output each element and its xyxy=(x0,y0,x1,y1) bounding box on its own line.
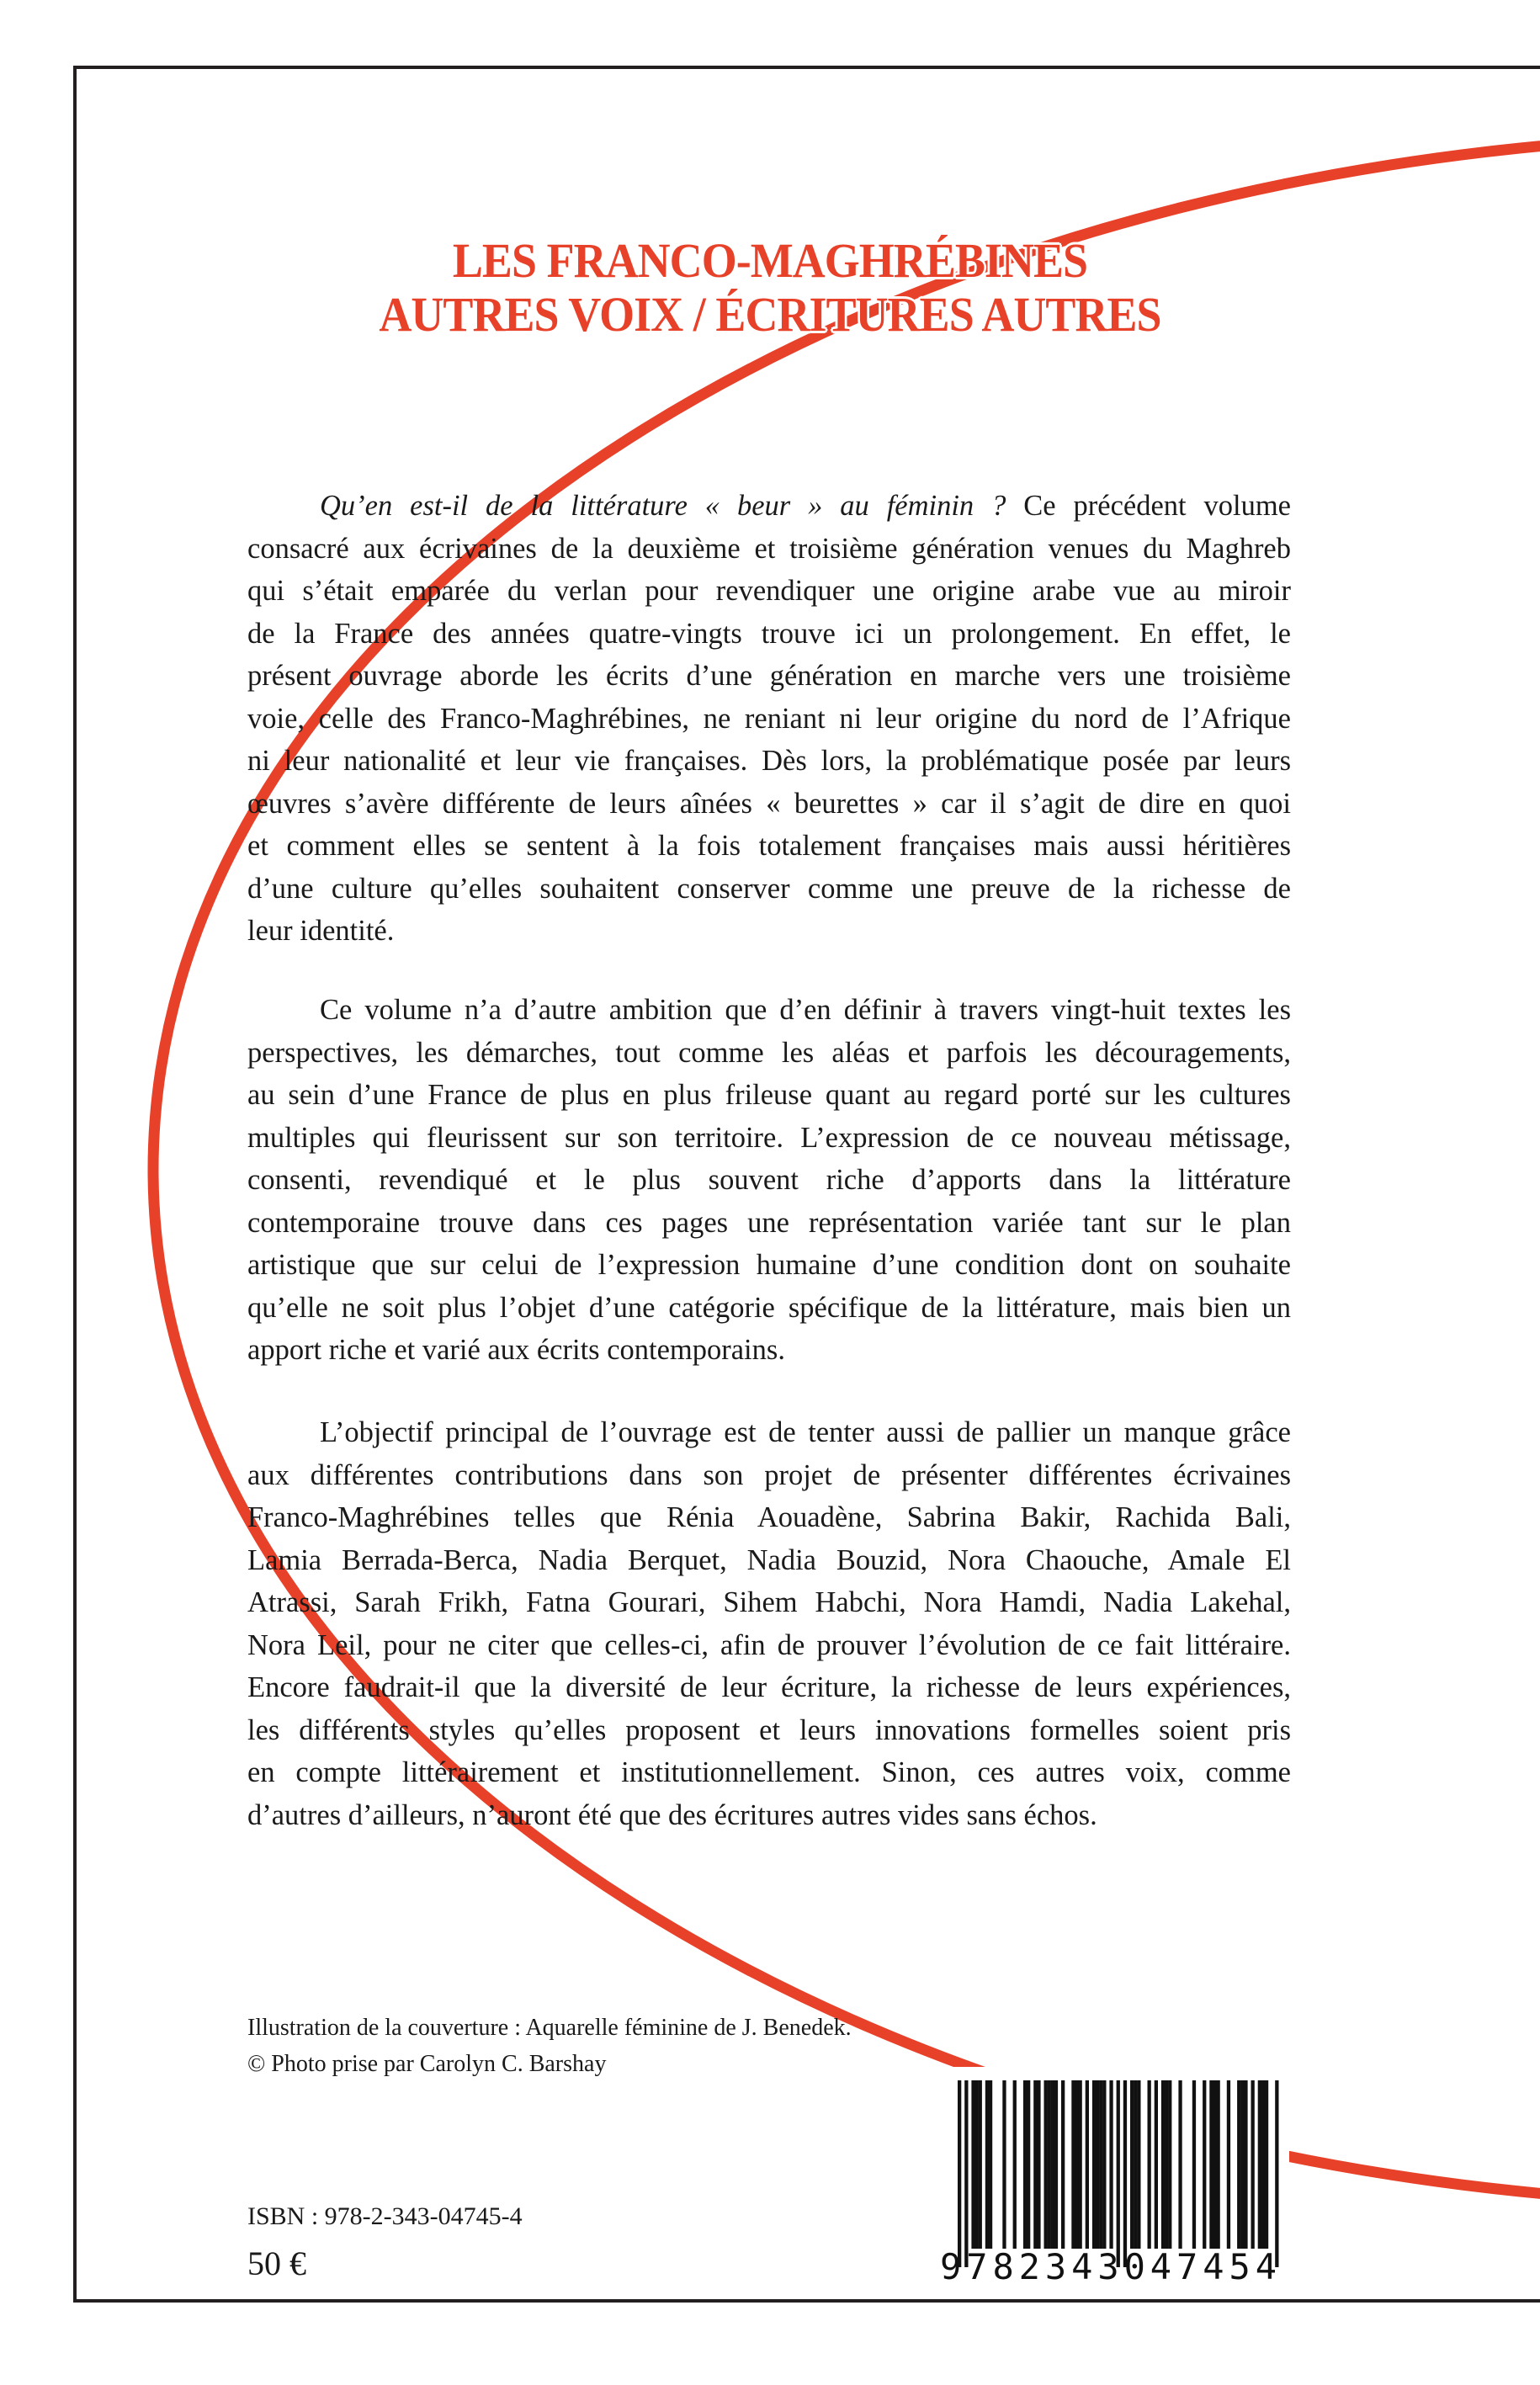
paragraph-line: œuvres s’avère différente de leurs aînées « beurettes » car il s’agit de dire en quoi xyxy=(247,787,1291,820)
paragraph-line: d’une culture qu’elles souhaitent conserver comme une preuve de la richesse de xyxy=(247,872,1291,905)
paragraph-line: d’autres d’ailleurs, n’auront été que des écritures autres vides sans échos. xyxy=(247,1798,1097,1831)
barcode-bar xyxy=(1092,2080,1096,2249)
barcode-bar xyxy=(1023,2080,1027,2249)
barcode-bar xyxy=(1261,2080,1265,2249)
book-title-line-1: LES FRANCO-MAGHRÉBINES xyxy=(452,233,1088,288)
paragraph-line: Nora Leil, pour ne citer que celles-ci, afin de prouver l’évolution de ce fait littéraire. xyxy=(247,1628,1291,1661)
barcode-bar xyxy=(1079,2080,1082,2249)
barcode-bar xyxy=(1130,2080,1134,2249)
barcode-bar xyxy=(1265,2080,1268,2249)
barcode-bar xyxy=(1203,2080,1206,2249)
barcode-bar xyxy=(1102,2080,1106,2249)
barcode-bar xyxy=(971,2080,974,2249)
paragraph-line: multiples qui fleurissent sur son territoire. L’expression de ce nouveau métissage, xyxy=(247,1121,1291,1154)
price: 50 € xyxy=(247,2244,306,2282)
barcode-bar xyxy=(1048,2080,1051,2249)
back-cover-paragraph-3 xyxy=(247,1411,1291,1836)
paragraph-line: artistique que sur celui de l’expression humaine d’une condition dont on souhaite xyxy=(247,1249,1291,1281)
barcode-bar xyxy=(1237,2080,1240,2249)
isbn-number: ISBN : 978-2-343-04745-4 xyxy=(247,2202,523,2230)
barcode-bar xyxy=(1213,2080,1216,2249)
barcode-bar xyxy=(1161,2080,1165,2249)
ean13-barcode xyxy=(936,2080,1281,2282)
paragraph-line: Ce volume n’a d’autre ambition que d’en définir à travers vingt-huit textes les xyxy=(320,994,1291,1026)
barcode-bar xyxy=(1109,2080,1113,2249)
barcode-bar xyxy=(1227,2080,1230,2249)
barcode-bar xyxy=(1054,2080,1058,2249)
barcode-bar xyxy=(975,2080,979,2249)
barcode-bar xyxy=(964,2080,968,2267)
paragraph-line: en compte littérairement et institutionnellement. Sinon, ces autres voix, comme xyxy=(247,1756,1291,1788)
barcode-bar xyxy=(1137,2080,1140,2249)
paragraph-line: voie, celle des Franco-Maghrébines, ne reniant ni leur origine du nord de l’Afrique xyxy=(247,702,1291,735)
barcode-bar xyxy=(979,2080,982,2249)
barcode-bar xyxy=(989,2080,992,2249)
paragraph-line: perspectives, les démarches, tout comme les aléas et parfois les découragements, xyxy=(247,1036,1291,1069)
barcode-bar xyxy=(1209,2080,1213,2249)
paragraph-line: consenti, revendiqué et le plus souvent riche d’apports dans la littérature xyxy=(247,1164,1291,1196)
barcode-bar xyxy=(1258,2080,1261,2249)
barcode-bar xyxy=(1155,2080,1158,2249)
photo-credit: © Photo prise par Carolyn C. Barshay xyxy=(247,2051,607,2077)
paragraph-line: contemporaine trouve dans ces pages une représentation variée tant sur le plan xyxy=(247,1206,1291,1239)
book-title-line-2: AUTRES VOIX / ÉCRITURES AUTRES xyxy=(379,287,1161,342)
barcode-bar xyxy=(1027,2080,1030,2249)
paragraph-line: les différents styles qu’elles proposent et leurs innovations formelles soient pris xyxy=(247,1713,1291,1746)
barcode-bar xyxy=(1033,2080,1037,2249)
barcode-bar xyxy=(1075,2080,1078,2249)
barcode-bar xyxy=(1037,2080,1040,2249)
barcode-bar xyxy=(1148,2080,1151,2249)
italic-question: Qu’en est-il de la littérature « beur » au féminin ? xyxy=(320,490,1006,522)
barcode-bar xyxy=(1099,2080,1102,2249)
paragraph-line xyxy=(247,485,1291,528)
barcode-bar xyxy=(1244,2080,1247,2249)
paragraph-line: et comment elles se sentent à la fois totalement françaises mais aussi héritières xyxy=(247,830,1291,862)
barcode-bar xyxy=(1240,2080,1244,2249)
barcode-bar xyxy=(1217,2080,1220,2249)
barcode-bar xyxy=(1192,2080,1196,2249)
paragraph-line: Franco-Maghrébines telles que Rénia Aouadène, Sabrina Bakir, Rachida Bali, xyxy=(247,1501,1291,1533)
barcode-bar xyxy=(1086,2080,1089,2249)
barcode-bar xyxy=(1165,2080,1168,2249)
paragraph-line: présent ouvrage aborde les écrits d’une génération en marche vers une troisième xyxy=(247,660,1291,692)
barcode-bar xyxy=(958,2080,961,2267)
barcode-bar xyxy=(1071,2080,1075,2249)
barcode-bar xyxy=(1061,2080,1065,2249)
barcode-bar xyxy=(1002,2080,1006,2249)
paragraph-line: Lamia Berrada-Berca, Nadia Berquet, Nadia Bouzid, Nora Chaouche, Amale El xyxy=(247,1543,1291,1576)
barcode-bar xyxy=(1044,2080,1048,2249)
barcode-digits: 9782343047454 xyxy=(940,2246,1277,2282)
paragraph-line: apport riche et varié aux écrits contemporains. xyxy=(247,1334,785,1366)
barcode-bar xyxy=(1123,2080,1127,2267)
paragraph-line: leur identité. xyxy=(247,915,395,947)
barcode-bar xyxy=(1051,2080,1054,2249)
barcode-bar xyxy=(1168,2080,1171,2249)
paragraph-line: Atrassi, Sarah Frikh, Fatna Gourari, Sihem Habchi, Nora Hamdi, Nadia Lakehal, xyxy=(247,1586,1291,1618)
barcode-bar xyxy=(1275,2080,1278,2267)
paragraph-line: aux différentes contributions dans son projet de présenter différentes écrivaines xyxy=(247,1458,1291,1491)
barcode-bar xyxy=(1096,2080,1099,2249)
paragraph-line: Encore faudrait-il que la diversité de leur écriture, la richesse de leurs expériences, xyxy=(247,1671,1291,1703)
back-cover-paragraph-2 xyxy=(247,989,1291,1372)
paragraph-line: L’objectif principal de l’ouvrage est de tenter aussi de pallier un manque grâce xyxy=(320,1416,1291,1448)
barcode-bar xyxy=(1251,2080,1255,2249)
illustration-credit: Illustration de la couverture : Aquarelle féminine de J. Benedek. xyxy=(247,2015,852,2041)
paragraph-line: de la France des années quatre-vingts trouve ici un prolongement. En effet, le xyxy=(247,617,1291,650)
barcode-area xyxy=(926,2067,1289,2296)
paragraph-line: au sein d’une France de plus en plus frileuse quant au regard porté sur les cultures xyxy=(247,1079,1291,1111)
back-cover-paragraph-1 xyxy=(247,485,1291,953)
paragraph-line: qui s’était emparée du verlan pour revendiquer une origine arabe vue au miroir xyxy=(247,575,1291,607)
paragraph-line: consacré aux écrivaines de la deuxième et troisième génération venues du Maghreb xyxy=(247,532,1291,565)
paragraph-line: qu’elle ne soit plus l’objet d’une catégorie spécifique de la littérature, mais bien un xyxy=(247,1291,1291,1324)
line-text: Ce précédent volume xyxy=(1006,490,1291,522)
barcode-bar xyxy=(985,2080,989,2249)
barcode-bar xyxy=(1013,2080,1017,2249)
barcode-bar xyxy=(1134,2080,1137,2249)
barcode-bar xyxy=(1178,2080,1182,2249)
barcode-bar xyxy=(1117,2080,1120,2267)
paragraph-line: ni leur nationalité et leur vie françaises. Dès lors, la problématique posée par leurs xyxy=(247,745,1291,777)
